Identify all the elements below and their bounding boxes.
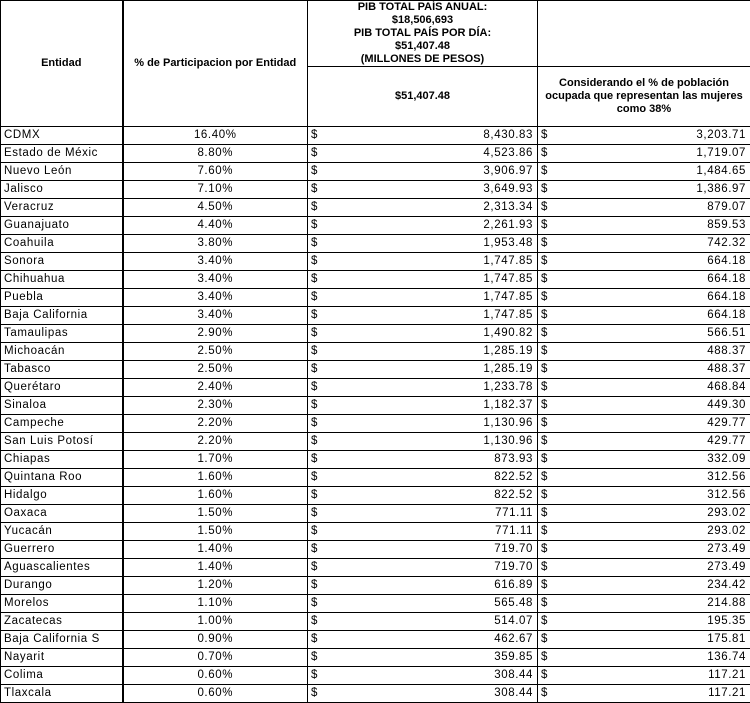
cell-entidad[interactable]: Chiapas [1, 451, 123, 469]
cell-entidad[interactable]: Guerrero [1, 541, 123, 559]
cell-entidad[interactable]: Durango [1, 577, 123, 595]
cell-pib-dia[interactable]: 4,523.86 [338, 145, 538, 163]
cell-currency-symbol[interactable]: $ [538, 217, 568, 235]
cell-participacion[interactable]: 1.40% [123, 559, 308, 577]
cell-pib-mujeres[interactable]: 1,484.65 [568, 163, 750, 181]
cell-participacion[interactable]: 3.40% [123, 289, 308, 307]
cell-currency-symbol[interactable]: $ [538, 307, 568, 325]
cell-pib-mujeres[interactable]: 332.09 [568, 451, 750, 469]
cell-participacion[interactable]: 7.60% [123, 163, 308, 181]
cell-pib-dia[interactable]: 1,285.19 [338, 343, 538, 361]
cell-entidad[interactable]: Campeche [1, 415, 123, 433]
cell-pib-mujeres[interactable]: 117.21 [568, 685, 750, 703]
cell-participacion[interactable]: 1.60% [123, 469, 308, 487]
header-pib-total[interactable] [308, 1, 538, 67]
table-row [1, 199, 750, 217]
cell-currency-symbol[interactable]: $ [308, 127, 338, 145]
cell-participacion[interactable]: 2.20% [123, 433, 308, 451]
cell-currency-symbol[interactable]: $ [538, 235, 568, 253]
cell-entidad[interactable]: Coahuila [1, 235, 123, 253]
cell-currency-symbol[interactable]: $ [308, 361, 338, 379]
cell-entidad[interactable]: Veracruz [1, 199, 123, 217]
cell-currency-symbol[interactable]: $ [308, 667, 338, 685]
table-row [1, 307, 750, 325]
cell-pib-mujeres[interactable]: 664.18 [568, 271, 750, 289]
cell-participacion[interactable]: 7.10% [123, 181, 308, 199]
table-row [1, 487, 750, 505]
cell-currency-symbol[interactable]: $ [538, 289, 568, 307]
cell-pib-dia[interactable]: 822.52 [338, 487, 538, 505]
cell-pib-dia[interactable]: 1,747.85 [338, 253, 538, 271]
cell-currency-symbol[interactable]: $ [308, 415, 338, 433]
table-row [1, 343, 750, 361]
cell-entidad[interactable]: San Luis Potosí [1, 433, 123, 451]
cell-pib-dia[interactable]: 1,182.37 [338, 397, 538, 415]
cell-entidad[interactable]: Michoacán [1, 343, 123, 361]
cell-currency-symbol[interactable]: $ [538, 379, 568, 397]
cell-currency-symbol[interactable]: $ [538, 685, 568, 703]
cell-currency-symbol[interactable]: $ [308, 631, 338, 649]
pib-line: $18,506,693 [308, 14, 537, 27]
cell-pib-mujeres[interactable]: 664.18 [568, 289, 750, 307]
cell-currency-symbol[interactable]: $ [538, 613, 568, 631]
cell-pib-dia[interactable]: 359.85 [338, 649, 538, 667]
cell-pib-mujeres[interactable]: 566.51 [568, 325, 750, 343]
cell-participacion[interactable]: 4.40% [123, 217, 308, 235]
cell-participacion[interactable]: 1.50% [123, 523, 308, 541]
cell-pib-dia[interactable]: 1,953.48 [338, 235, 538, 253]
cell-pib-mujeres[interactable]: 449.30 [568, 397, 750, 415]
table-body [1, 127, 750, 703]
cell-participacion[interactable]: 2.50% [123, 343, 308, 361]
cell-entidad[interactable]: Sinaloa [1, 397, 123, 415]
cell-pib-mujeres[interactable]: 468.84 [568, 379, 750, 397]
cell-pib-mujeres[interactable]: 293.02 [568, 523, 750, 541]
cell-currency-symbol[interactable]: $ [538, 451, 568, 469]
cell-participacion[interactable]: 2.50% [123, 361, 308, 379]
cell-participacion[interactable]: 1.70% [123, 451, 308, 469]
cell-currency-symbol[interactable]: $ [538, 271, 568, 289]
header-pib-dia[interactable]: $51,407.48 [308, 67, 538, 127]
cell-entidad[interactable]: Tabasco [1, 361, 123, 379]
cell-pib-dia[interactable]: 1,747.85 [338, 289, 538, 307]
cell-currency-symbol[interactable]: $ [308, 649, 338, 667]
cell-participacion[interactable]: 1.20% [123, 577, 308, 595]
cell-pib-mujeres[interactable]: 312.56 [568, 469, 750, 487]
cell-pib-mujeres[interactable]: 175.81 [568, 631, 750, 649]
cell-currency-symbol[interactable]: $ [308, 307, 338, 325]
cell-currency-symbol[interactable]: $ [308, 325, 338, 343]
cell-currency-symbol[interactable]: $ [308, 613, 338, 631]
cell-entidad[interactable]: Baja California [1, 307, 123, 325]
cell-pib-dia[interactable]: 2,261.93 [338, 217, 538, 235]
table-row [1, 361, 750, 379]
cell-participacion[interactable]: 0.90% [123, 631, 308, 649]
table-row [1, 613, 750, 631]
cell-entidad[interactable]: Tlaxcala [1, 685, 123, 703]
cell-pib-dia[interactable]: 771.11 [338, 505, 538, 523]
cell-entidad[interactable]: Guanajuato [1, 217, 123, 235]
cell-pib-mujeres[interactable]: 664.18 [568, 307, 750, 325]
table-row [1, 649, 750, 667]
cell-pib-dia[interactable]: 822.52 [338, 469, 538, 487]
cell-currency-symbol[interactable]: $ [538, 361, 568, 379]
cell-pib-mujeres[interactable]: 293.02 [568, 505, 750, 523]
cell-pib-dia[interactable]: 719.70 [338, 541, 538, 559]
table-row [1, 505, 750, 523]
cell-entidad[interactable]: Nayarit [1, 649, 123, 667]
cell-currency-symbol[interactable]: $ [538, 631, 568, 649]
cell-pib-mujeres[interactable]: 117.21 [568, 667, 750, 685]
cell-currency-symbol[interactable]: $ [538, 145, 568, 163]
cell-pib-mujeres[interactable]: 488.37 [568, 361, 750, 379]
table-row [1, 523, 750, 541]
table-row [1, 631, 750, 649]
cell-pib-mujeres[interactable]: 312.56 [568, 487, 750, 505]
cell-currency-symbol[interactable]: $ [538, 199, 568, 217]
cell-participacion[interactable]: 0.60% [123, 685, 308, 703]
cell-participacion[interactable]: 1.60% [123, 487, 308, 505]
header-participacion[interactable]: % de Participacion por Entidad [123, 1, 308, 127]
cell-currency-symbol[interactable]: $ [538, 433, 568, 451]
cell-pib-mujeres[interactable]: 429.77 [568, 433, 750, 451]
cell-pib-mujeres[interactable]: 664.18 [568, 253, 750, 271]
cell-pib-dia[interactable]: 8,430.83 [338, 127, 538, 145]
cell-pib-dia[interactable]: 308.44 [338, 667, 538, 685]
cell-pib-dia[interactable]: 3,906.97 [338, 163, 538, 181]
cell-currency-symbol[interactable]: $ [538, 541, 568, 559]
cell-pib-mujeres[interactable]: 488.37 [568, 343, 750, 361]
cell-currency-symbol[interactable]: $ [538, 505, 568, 523]
cell-currency-symbol[interactable]: $ [538, 253, 568, 271]
cell-pib-dia[interactable]: 2,313.34 [338, 199, 538, 217]
cell-currency-symbol[interactable]: $ [308, 145, 338, 163]
cell-pib-dia[interactable]: 1,233.78 [338, 379, 538, 397]
table-row [1, 379, 750, 397]
cell-currency-symbol[interactable]: $ [308, 523, 338, 541]
header-entidad[interactable]: Entidad [1, 1, 123, 127]
table-row [1, 541, 750, 559]
cell-pib-mujeres[interactable]: 742.32 [568, 235, 750, 253]
cell-currency-symbol[interactable]: $ [308, 469, 338, 487]
cell-participacion[interactable]: 2.40% [123, 379, 308, 397]
cell-participacion[interactable]: 2.30% [123, 397, 308, 415]
table-row [1, 469, 750, 487]
header-empty[interactable] [538, 1, 750, 67]
pib-line: (MILLONES DE PESOS) [308, 53, 537, 66]
cell-entidad[interactable]: Colima [1, 667, 123, 685]
cell-pib-dia[interactable]: 308.44 [338, 685, 538, 703]
cell-currency-symbol[interactable]: $ [538, 343, 568, 361]
cell-entidad[interactable]: CDMX [1, 127, 123, 145]
cell-pib-dia[interactable]: 1,130.96 [338, 415, 538, 433]
cell-pib-mujeres[interactable]: 879.07 [568, 199, 750, 217]
cell-currency-symbol[interactable]: $ [308, 559, 338, 577]
cell-participacion[interactable]: 1.10% [123, 595, 308, 613]
cell-entidad[interactable]: Baja California S [1, 631, 123, 649]
cell-currency-symbol[interactable]: $ [308, 235, 338, 253]
cell-pib-dia[interactable]: 565.48 [338, 595, 538, 613]
cell-pib-dia[interactable]: 1,490.82 [338, 325, 538, 343]
cell-pib-mujeres[interactable]: 195.35 [568, 613, 750, 631]
cell-pib-mujeres[interactable]: 429.77 [568, 415, 750, 433]
cell-participacion[interactable]: 2.90% [123, 325, 308, 343]
table-row [1, 163, 750, 181]
table-row [1, 577, 750, 595]
table-row [1, 217, 750, 235]
cell-currency-symbol[interactable]: $ [308, 505, 338, 523]
cell-pib-dia[interactable]: 771.11 [338, 523, 538, 541]
cell-entidad[interactable]: Querétaro [1, 379, 123, 397]
table-row [1, 253, 750, 271]
cell-pib-mujeres[interactable]: 214.88 [568, 595, 750, 613]
cell-currency-symbol[interactable]: $ [308, 379, 338, 397]
cell-entidad[interactable]: Puebla [1, 289, 123, 307]
cell-currency-symbol[interactable]: $ [308, 595, 338, 613]
header-mujeres[interactable]: Considerando el % de población ocupada que representan las mujeres como 38% [538, 67, 750, 127]
cell-currency-symbol[interactable]: $ [308, 433, 338, 451]
cell-entidad[interactable]: Nuevo León [1, 163, 123, 181]
cell-entidad[interactable]: Sonora [1, 253, 123, 271]
cell-entidad[interactable]: Jalisco [1, 181, 123, 199]
cell-pib-mujeres[interactable]: 273.49 [568, 541, 750, 559]
cell-currency-symbol[interactable]: $ [538, 415, 568, 433]
table-row [1, 415, 750, 433]
cell-pib-dia[interactable]: 462.67 [338, 631, 538, 649]
table-header [1, 1, 750, 127]
cell-pib-dia[interactable]: 514.07 [338, 613, 538, 631]
cell-entidad[interactable]: Hidalgo [1, 487, 123, 505]
cell-pib-mujeres[interactable]: 1,719.07 [568, 145, 750, 163]
pib-line: PIB TOTAL PAÍS ANUAL: [308, 1, 537, 14]
table-row [1, 667, 750, 685]
cell-currency-symbol[interactable]: $ [308, 451, 338, 469]
cell-participacion[interactable]: 0.60% [123, 667, 308, 685]
cell-currency-symbol[interactable]: $ [308, 163, 338, 181]
cell-pib-mujeres[interactable]: 3,203.71 [568, 127, 750, 145]
cell-participacion[interactable]: 4.50% [123, 199, 308, 217]
cell-currency-symbol[interactable]: $ [308, 289, 338, 307]
cell-currency-symbol[interactable]: $ [538, 127, 568, 145]
cell-pib-mujeres[interactable]: 1,386.97 [568, 181, 750, 199]
cell-pib-dia[interactable]: 3,649.93 [338, 181, 538, 199]
cell-currency-symbol[interactable]: $ [538, 397, 568, 415]
cell-pib-dia[interactable]: 719.70 [338, 559, 538, 577]
cell-currency-symbol[interactable]: $ [538, 325, 568, 343]
cell-pib-dia[interactable]: 1,747.85 [338, 271, 538, 289]
cell-participacion[interactable]: 1.40% [123, 541, 308, 559]
cell-entidad[interactable]: Yucacán [1, 523, 123, 541]
cell-entidad[interactable]: Oaxaca [1, 505, 123, 523]
cell-currency-symbol[interactable]: $ [538, 559, 568, 577]
cell-currency-symbol[interactable]: $ [538, 595, 568, 613]
cell-currency-symbol[interactable]: $ [308, 199, 338, 217]
cell-currency-symbol[interactable]: $ [538, 181, 568, 199]
cell-currency-symbol[interactable]: $ [308, 397, 338, 415]
cell-pib-dia[interactable]: 873.93 [338, 451, 538, 469]
cell-pib-dia[interactable]: 1,130.96 [338, 433, 538, 451]
cell-participacion[interactable]: 1.00% [123, 613, 308, 631]
table-row [1, 127, 750, 145]
cell-participacion[interactable]: 2.20% [123, 415, 308, 433]
cell-entidad[interactable]: Estado de Méxic [1, 145, 123, 163]
cell-currency-symbol[interactable]: $ [308, 487, 338, 505]
cell-participacion[interactable]: 3.40% [123, 307, 308, 325]
cell-pib-dia[interactable]: 1,285.19 [338, 361, 538, 379]
table-row [1, 559, 750, 577]
cell-entidad[interactable]: Quintana Roo [1, 469, 123, 487]
cell-pib-mujeres[interactable]: 859.53 [568, 217, 750, 235]
cell-currency-symbol[interactable]: $ [308, 343, 338, 361]
cell-pib-dia[interactable]: 616.89 [338, 577, 538, 595]
cell-entidad[interactable]: Morelos [1, 595, 123, 613]
table-row [1, 433, 750, 451]
cell-currency-symbol[interactable]: $ [308, 253, 338, 271]
cell-currency-symbol[interactable]: $ [538, 523, 568, 541]
table-row [1, 325, 750, 343]
cell-pib-mujeres[interactable]: 136.74 [568, 649, 750, 667]
cell-currency-symbol[interactable]: $ [538, 163, 568, 181]
table-row [1, 271, 750, 289]
cell-entidad[interactable]: Zacatecas [1, 613, 123, 631]
pib-line: PIB TOTAL PAÍS POR DÍA: [308, 27, 537, 40]
cell-participacion[interactable]: 0.70% [123, 649, 308, 667]
cell-currency-symbol[interactable]: $ [538, 487, 568, 505]
cell-participacion[interactable]: 8.80% [123, 145, 308, 163]
cell-currency-symbol[interactable]: $ [308, 181, 338, 199]
cell-participacion[interactable]: 3.80% [123, 235, 308, 253]
table-row [1, 235, 750, 253]
cell-currency-symbol[interactable]: $ [538, 469, 568, 487]
cell-currency-symbol[interactable]: $ [538, 577, 568, 595]
cell-entidad[interactable]: Chihuahua [1, 271, 123, 289]
cell-currency-symbol[interactable]: $ [308, 541, 338, 559]
cell-entidad[interactable]: Aguascalientes [1, 559, 123, 577]
cell-participacion[interactable]: 16.40% [123, 127, 308, 145]
cell-pib-mujeres[interactable]: 273.49 [568, 559, 750, 577]
table-row [1, 145, 750, 163]
table-row [1, 289, 750, 307]
table-row [1, 451, 750, 469]
cell-currency-symbol[interactable]: $ [538, 667, 568, 685]
cell-currency-symbol[interactable]: $ [308, 271, 338, 289]
cell-participacion[interactable]: 3.40% [123, 253, 308, 271]
table-row [1, 397, 750, 415]
cell-participacion[interactable]: 1.50% [123, 505, 308, 523]
cell-pib-mujeres[interactable]: 234.42 [568, 577, 750, 595]
cell-currency-symbol[interactable]: $ [308, 217, 338, 235]
cell-participacion[interactable]: 3.40% [123, 271, 308, 289]
cell-entidad[interactable]: Tamaulipas [1, 325, 123, 343]
cell-currency-symbol[interactable]: $ [308, 577, 338, 595]
cell-currency-symbol[interactable]: $ [538, 649, 568, 667]
table-row [1, 181, 750, 199]
pib-line: $51,407.48 [308, 40, 537, 53]
cell-currency-symbol[interactable]: $ [308, 685, 338, 703]
cell-pib-dia[interactable]: 1,747.85 [338, 307, 538, 325]
table-row [1, 595, 750, 613]
